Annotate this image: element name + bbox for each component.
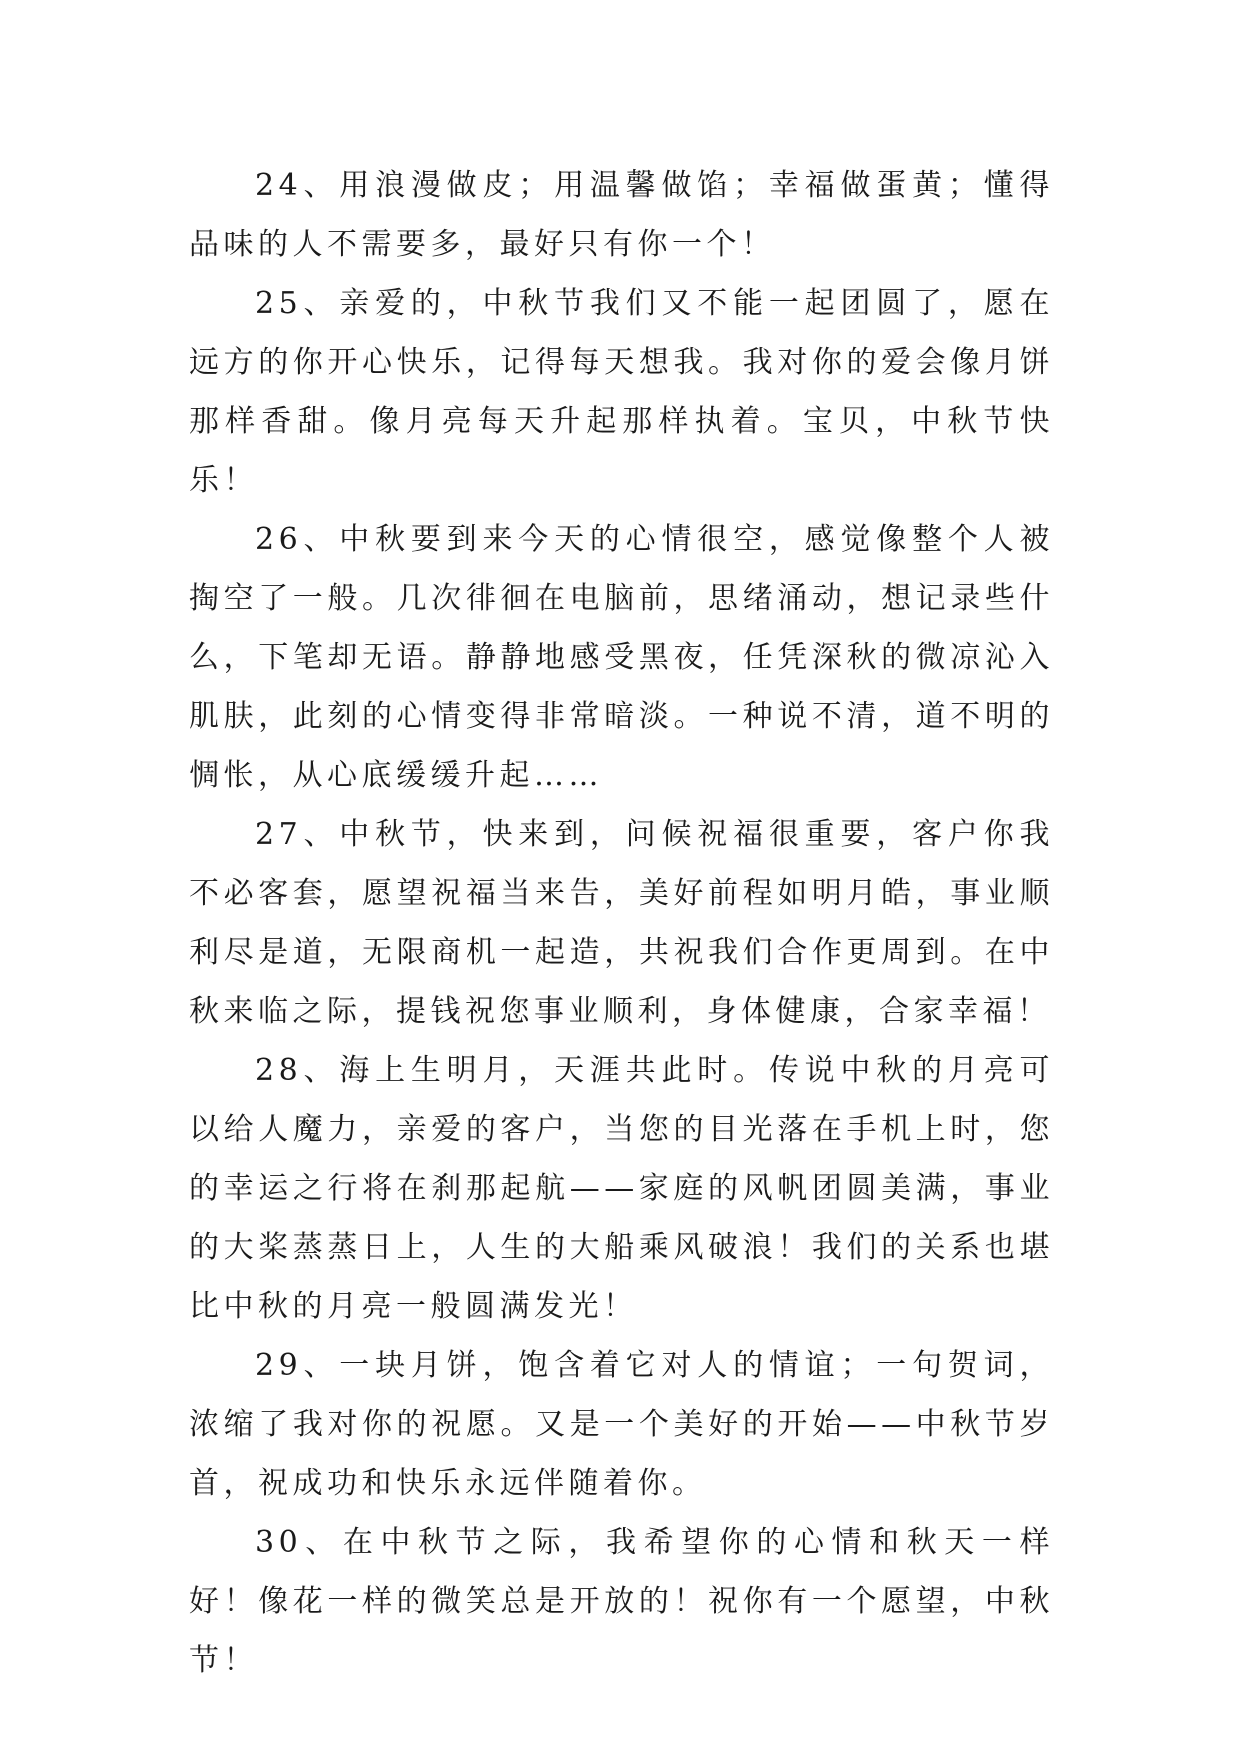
paragraph-27: 27、中秋节，快来到，问候祝福很重要，客户你我不必客套，愿望祝福当来告，美好前程如明月皓，事业顺利尽是道，无限商机一起造，共祝我们合作更周到。在中秋来临之际，提钱祝您事业顺利，身体健康，合家幸福！: [189, 817, 1054, 1029]
paragraph-30: 30、在中秋节之际，我希望你的心情和秋天一样好！像花一样的微笑总是开放的！祝你有一个愿望，中秋节！: [189, 1525, 1054, 1678]
paragraph-29: 29、一块月饼，饱含着它对人的情谊；一句贺词，浓缩了我对你的祝愿。又是一个美好的开始——中秋节岁首，祝成功和快乐永远伴随着你。: [189, 1348, 1054, 1501]
paragraph-26: 26、中秋要到来今天的心情很空，感觉像整个人被掏空了一般。几次徘徊在电脑前，思绪涌动，想记录些什么，下笔却无语。静静地感受黑夜，任凭深秋的微凉沁入肌肤，此刻的心情变得非常暗淡。一种说不清，道不明的惆怅，从心底缓缓升起……: [189, 522, 1054, 793]
document-body: [189, 156, 1054, 1690]
paragraph-28: 28、海上生明月，天涯共此时。传说中秋的月亮可以给人魔力，亲爱的客户，当您的目光落在手机上时，您的幸运之行将在刹那起航——家庭的风帆团圆美满，事业的大桨蒸蒸日上，人生的大船乘风破浪！我们的关系也堪比中秋的月亮一般圆满发光！: [189, 1053, 1054, 1324]
paragraph-24: 24、用浪漫做皮；用温馨做馅；幸福做蛋黄；懂得品味的人不需要多，最好只有你一个！: [189, 168, 1054, 262]
paragraph-25: 25、亲爱的，中秋节我们又不能一起团圆了，愿在远方的你开心快乐，记得每天想我。我对你的爱会像月饼那样香甜。像月亮每天升起那样执着。宝贝，中秋节快乐！: [189, 286, 1054, 498]
